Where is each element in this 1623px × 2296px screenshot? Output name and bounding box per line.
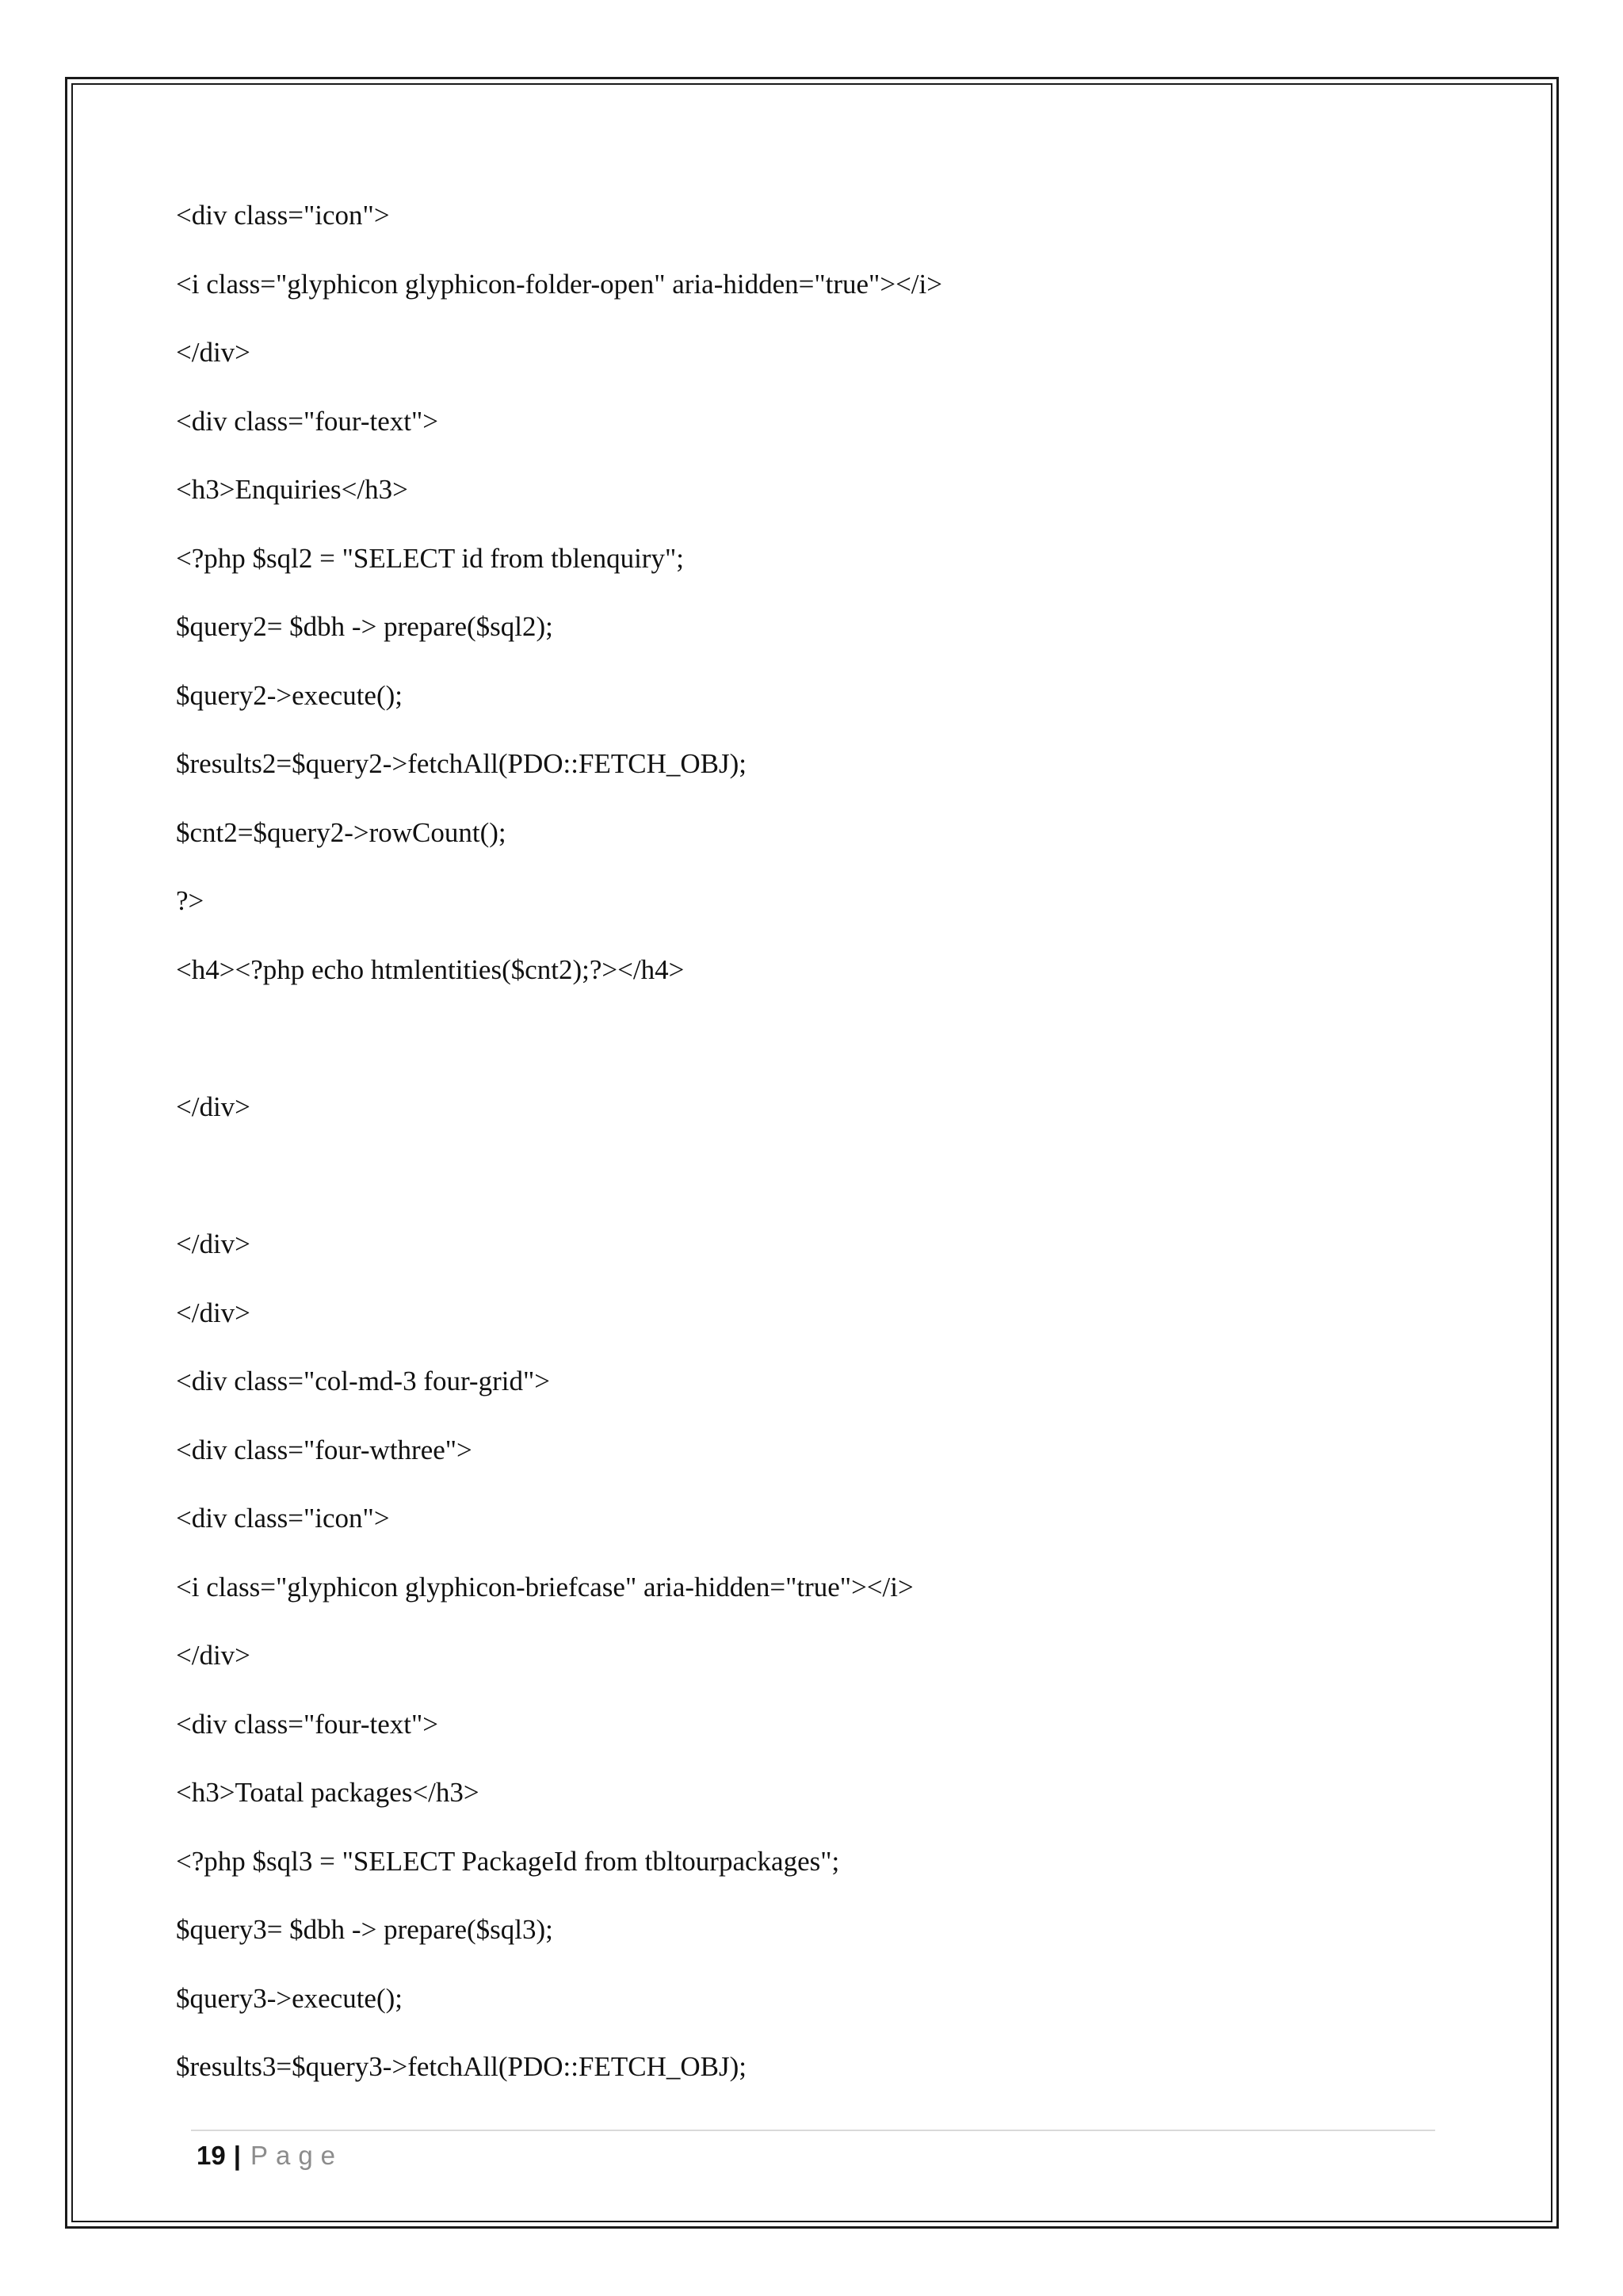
code-line: $results3=$query3->fetchAll(PDO::FETCH_OBJ); — [176, 2051, 747, 2082]
code-line: <?php $sql3 = "SELECT PackageId from tbltourpackages"; — [176, 1846, 840, 1877]
code-line: $query2= $dbh -> prepare($sql2); — [176, 611, 553, 642]
code-line: <h4><?php echo htmlentities($cnt2);?></h4> — [176, 954, 685, 985]
footer-divider — [191, 2130, 1435, 2131]
code-line: </div> — [176, 337, 250, 368]
page-label: Page — [250, 2141, 344, 2170]
code-line: <i class="glyphicon glyphicon-folder-open" aria-hidden="true"></i> — [176, 269, 942, 300]
page-separator: | — [233, 2141, 241, 2170]
code-line: $query3= $dbh -> prepare($sql3); — [176, 1914, 553, 1945]
code-line: $cnt2=$query2->rowCount(); — [176, 817, 506, 848]
code-line: </div> — [176, 1228, 250, 1259]
code-line: $results2=$query2->fetchAll(PDO::FETCH_OBJ); — [176, 748, 747, 779]
code-line: <h3>Toatal packages</h3> — [176, 1777, 479, 1808]
code-line: </div> — [176, 1091, 250, 1122]
code-line: </div> — [176, 1640, 250, 1671]
code-line: <i class="glyphicon glyphicon-briefcase" aria-hidden="true"></i> — [176, 1572, 914, 1603]
code-line: <div class="four-text"> — [176, 406, 439, 437]
code-line: <div class="col-md-3 four-grid"> — [176, 1366, 550, 1396]
code-line: $query2->execute(); — [176, 680, 403, 711]
code-line: <div class="icon"> — [176, 1503, 390, 1534]
code-line: </div> — [176, 1297, 250, 1328]
page-number: 19 — [197, 2141, 226, 2170]
code-listing — [176, 0, 1444, 2296]
code-line: $query3->execute(); — [176, 1983, 403, 2014]
code-line: <div class="four-wthree"> — [176, 1435, 472, 1465]
code-line: <div class="four-text"> — [176, 1709, 439, 1740]
code-line: <h3>Enquiries</h3> — [176, 474, 408, 505]
code-line: <div class="icon"> — [176, 200, 390, 231]
page-footer — [197, 2140, 343, 2172]
code-line: ?> — [176, 885, 204, 916]
code-line: <?php $sql2 = "SELECT id from tblenquiry"; — [176, 543, 684, 574]
